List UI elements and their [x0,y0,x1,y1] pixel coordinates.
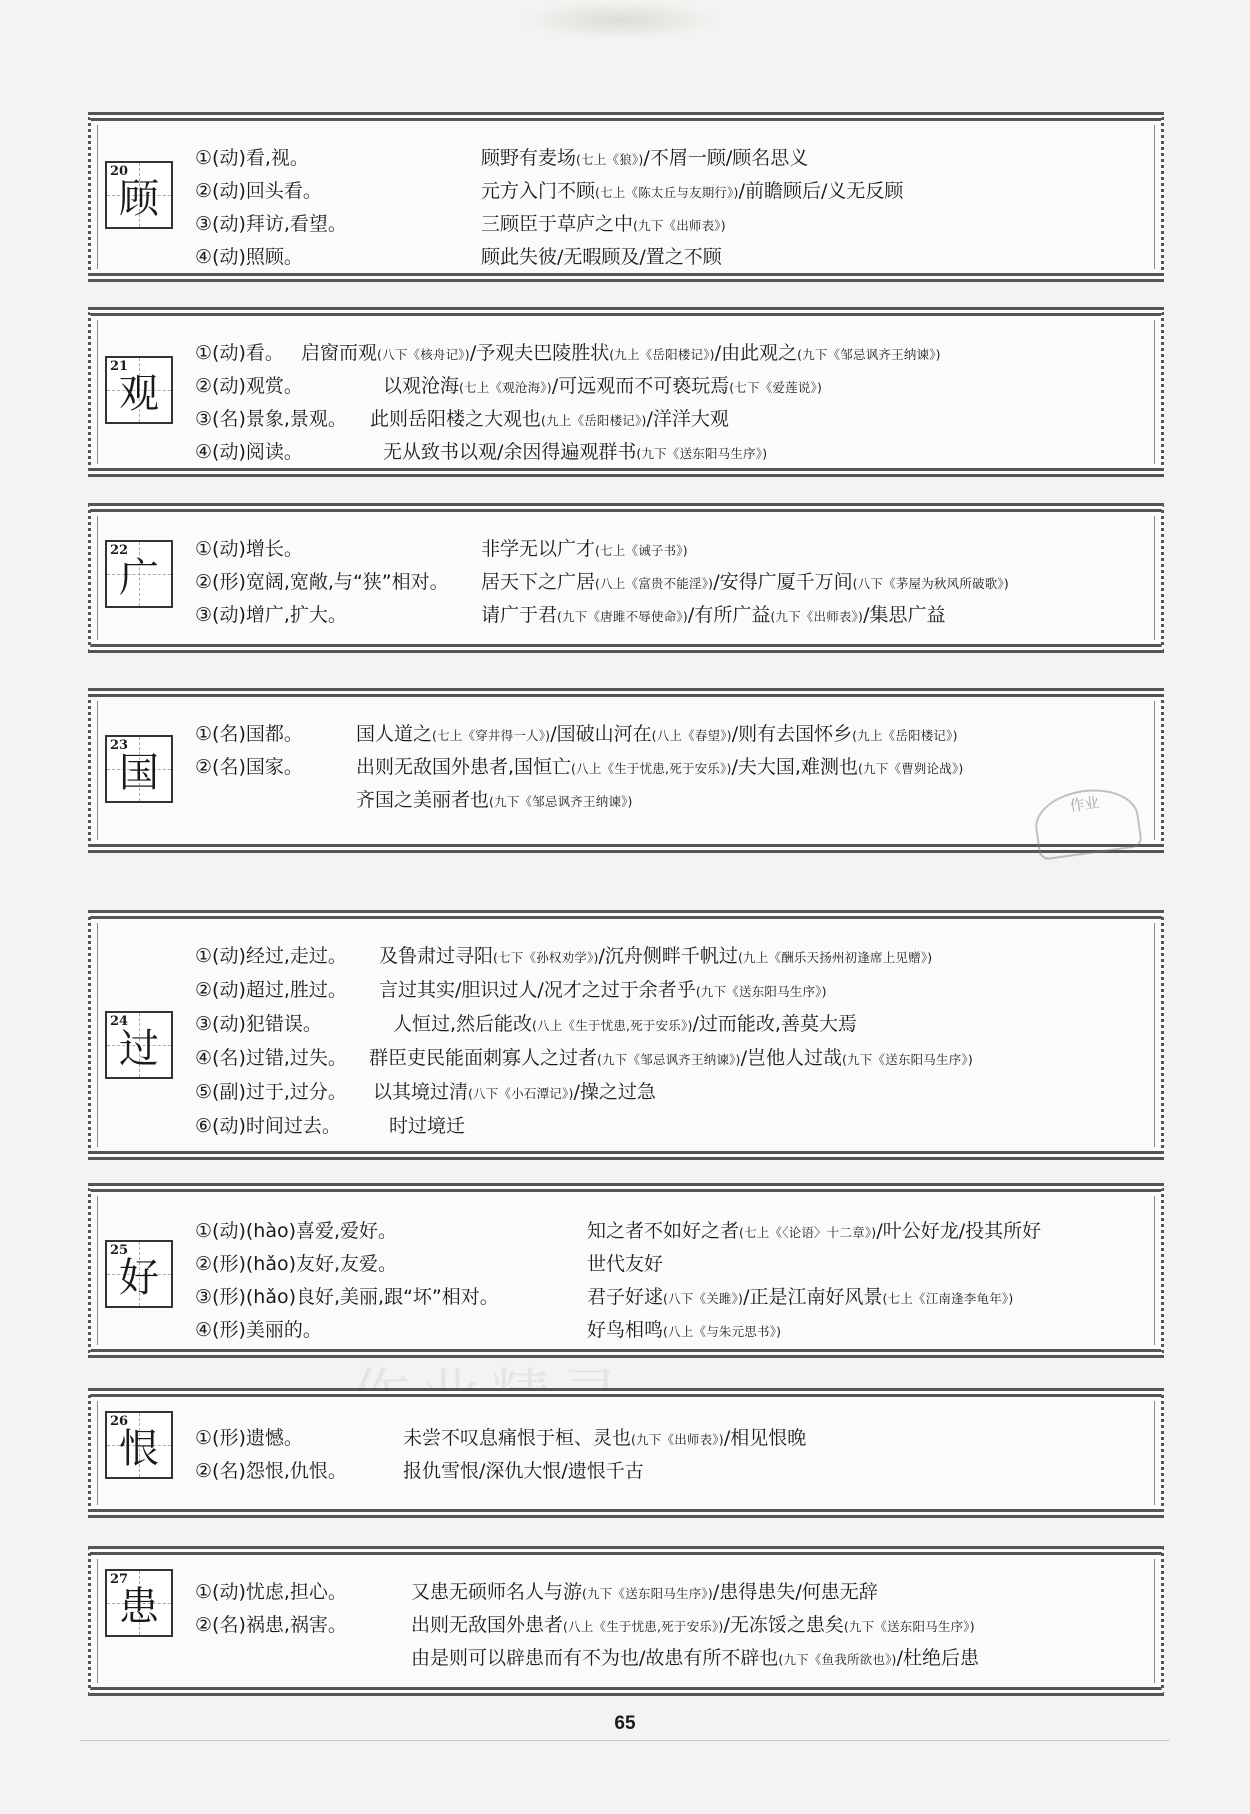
sense-def: ②(名)国家。 [195,756,303,778]
sense-def: ④(动)阅读。 [195,441,303,463]
sense-example: 又患无硕师名人与游(九下《送东阳马生序》)/患得患失/何患无辞 [411,1581,878,1603]
sense-example: 及鲁肃过寻阳(七下《孙权劝学》)/沉舟侧畔千帆过(九上《酬乐天扬州初逢席上见赠》) [379,945,933,967]
headword: 国 [119,750,159,796]
stamp: 作业 [1031,783,1143,861]
entry-27 [88,1546,1164,1696]
sense-example: 顾此失彼/无暇顾及/置之不顾 [481,246,722,268]
sense-example: 无从致书以观/余因得遍观群书(九下《送东阳马生序》) [383,441,768,463]
sense-example: 君子好逑(八下《关雎》)/正是江南好风景(七上《江南逢李龟年》) [587,1286,1014,1308]
char-box-22 [105,540,173,608]
sense-def: ①(动)看。 [195,342,284,364]
sense-example: 知之者不如好之者(七上《〈论语〉十二章》)/叶公好龙/投其所好 [587,1220,1042,1242]
sense-def: ②(动)观赏。 [195,375,303,397]
entry-number: 24 [110,1014,129,1029]
sense-def: ②(动)回头看。 [195,180,322,202]
sense-def: ②(形)宽阔,宽敞,与“狭”相对。 [195,571,449,593]
sense-def: ②(动)超过,胜过。 [195,979,347,1001]
sense-example: 言过其实/胆识过人/况才之过于余者乎(九下《送东阳马生序》) [379,979,827,1001]
sense-example: 元方入门不顾(七上《陈太丘与友期行》)/前瞻顾后/义无反顾 [481,180,904,202]
entry-number: 27 [110,1572,129,1587]
sense-def: ①(动)忧虑,担心。 [195,1581,347,1603]
sense-def: ③(动)拜访,看望。 [195,213,347,235]
sense-example: 以观沧海(七上《观沧海》)/可远观而不可亵玩焉(七下《爱莲说》) [383,375,823,397]
char-box-24 [105,1011,173,1079]
sense-example: 非学无以广才(七上《诫子书》) [481,538,688,560]
sense-def: ①(动)增长。 [195,538,303,560]
entry-22 [88,503,1164,653]
page-number: 65 [614,1713,636,1734]
entry-21 [88,307,1164,477]
entry-number: 23 [110,738,129,753]
char-box-27 [105,1569,173,1637]
sense-example: 好鸟相鸣(八上《与朱元思书》) [587,1319,782,1341]
headword: 观 [119,371,159,417]
sense-example-continued: 由是则可以辟患而有不为也/故患有所不辟也(九下《鱼我所欲也》)/杜绝后患 [411,1647,980,1669]
sense-def: ①(动)(hào)喜爱,爱好。 [195,1220,398,1242]
sense-example: 国人道之(七上《穿井得一人》)/国破山河在(八上《春望》)/则有去国怀乡(九上《岳阳楼记》) [356,723,958,745]
char-box-21 [105,356,173,424]
entry-number: 26 [110,1414,129,1429]
sense-example: 出则无敌国外患者(八上《生于忧患,死于安乐》)/无冻馁之患矣(九下《送东阳马生序》) [411,1614,975,1636]
headword: 患 [119,1584,159,1630]
entry-26 [88,1388,1164,1518]
headword: 恨 [119,1426,159,1472]
sense-def: ①(形)遗憾。 [195,1427,303,1449]
sense-def: ⑥(动)时间过去。 [195,1115,341,1137]
sense-example: 人恒过,然后能改(八上《生于忧患,死于安乐》)/过而能改,善莫大焉 [393,1013,857,1035]
headword: 顾 [119,176,159,222]
sense-def: ③(名)景象,景观。 [195,408,347,430]
sense-def: ⑤(副)过于,过分。 [195,1081,347,1103]
entry-25 [88,1183,1164,1358]
scan-smudge [520,0,720,40]
char-box-23 [105,735,173,803]
headword: 好 [119,1255,159,1301]
sense-example: 出则无敌国外患者,国恒亡(八上《生于忧患,死于安乐》)/夫大国,难测也(九下《曹刿论战》) [356,756,964,778]
sense-example: 顾野有麦场(七上《狼》)/不屑一顾/顾名思义 [481,147,809,169]
entry-20 [88,112,1164,282]
sense-example: 启窗而观(八下《核舟记》)/予观夫巴陵胜状(九上《岳阳楼记》)/由此观之(九下《邹忌讽齐王纳谏》) [301,342,941,364]
sense-def: ②(名)怨恨,仇恨。 [195,1460,347,1482]
sense-def: ④(形)美丽的。 [195,1319,322,1341]
sense-example: 报仇雪恨/深仇大恨/遗恨千古 [403,1460,644,1482]
sense-def: ①(动)看,视。 [195,147,309,169]
char-box-26 [105,1411,173,1479]
sense-def: ①(名)国都。 [195,723,303,745]
sense-example: 未尝不叹息痛恨于桓、灵也(九下《出师表》)/相见恨晚 [403,1427,807,1449]
char-box-20 [105,161,173,229]
sense-example: 世代友好 [587,1253,664,1275]
sense-def: ③(动)增广,扩大。 [195,604,347,626]
sense-example: 居天下之广居(八上《富贵不能淫》)/安得广厦千万间(八下《茅屋为秋风所破歌》) [481,571,1009,593]
sense-def: ①(动)经过,走过。 [195,945,347,967]
sense-def: ③(形)(hǎo)良好,美丽,跟“坏”相对。 [195,1286,499,1308]
sense-example-continued: 齐国之美丽者也(九下《邹忌讽齐王纳谏》) [356,789,633,811]
sense-def: ④(名)过错,过失。 [195,1047,347,1069]
sense-example: 群臣吏民能面刺寡人之过者(九下《邹忌讽齐王纳谏》)/岂他人过哉(九下《送东阳马生序》) [369,1047,973,1069]
sense-example: 请广于君(九下《唐雎不辱使命》)/有所广益(九下《出师表》)/集思广益 [481,604,946,626]
sense-example: 时过境迁 [389,1115,466,1137]
sense-example: 以其境过清(八下《小石潭记》)/操之过急 [373,1081,656,1103]
sense-def: ②(形)(hǎo)友好,友爱。 [195,1253,398,1275]
char-box-25 [105,1240,173,1308]
sense-def: ③(动)犯错误。 [195,1013,322,1035]
entry-number: 25 [110,1243,129,1258]
entry-number: 20 [110,164,129,179]
headword: 广 [119,555,159,601]
sense-def: ②(名)祸患,祸害。 [195,1614,347,1636]
sense-def: ④(动)照顾。 [195,246,303,268]
page-bottom-rule [80,1740,1170,1741]
headword: 过 [119,1026,159,1072]
sense-example: 此则岳阳楼之大观也(九上《岳阳楼记》)/洋洋大观 [370,408,729,430]
entry-23 [88,688,1164,853]
sense-example: 三顾臣于草庐之中(九下《出师表》) [481,213,726,235]
entry-number: 22 [110,543,129,558]
entry-number: 21 [110,359,129,374]
entry-24 [88,910,1164,1160]
